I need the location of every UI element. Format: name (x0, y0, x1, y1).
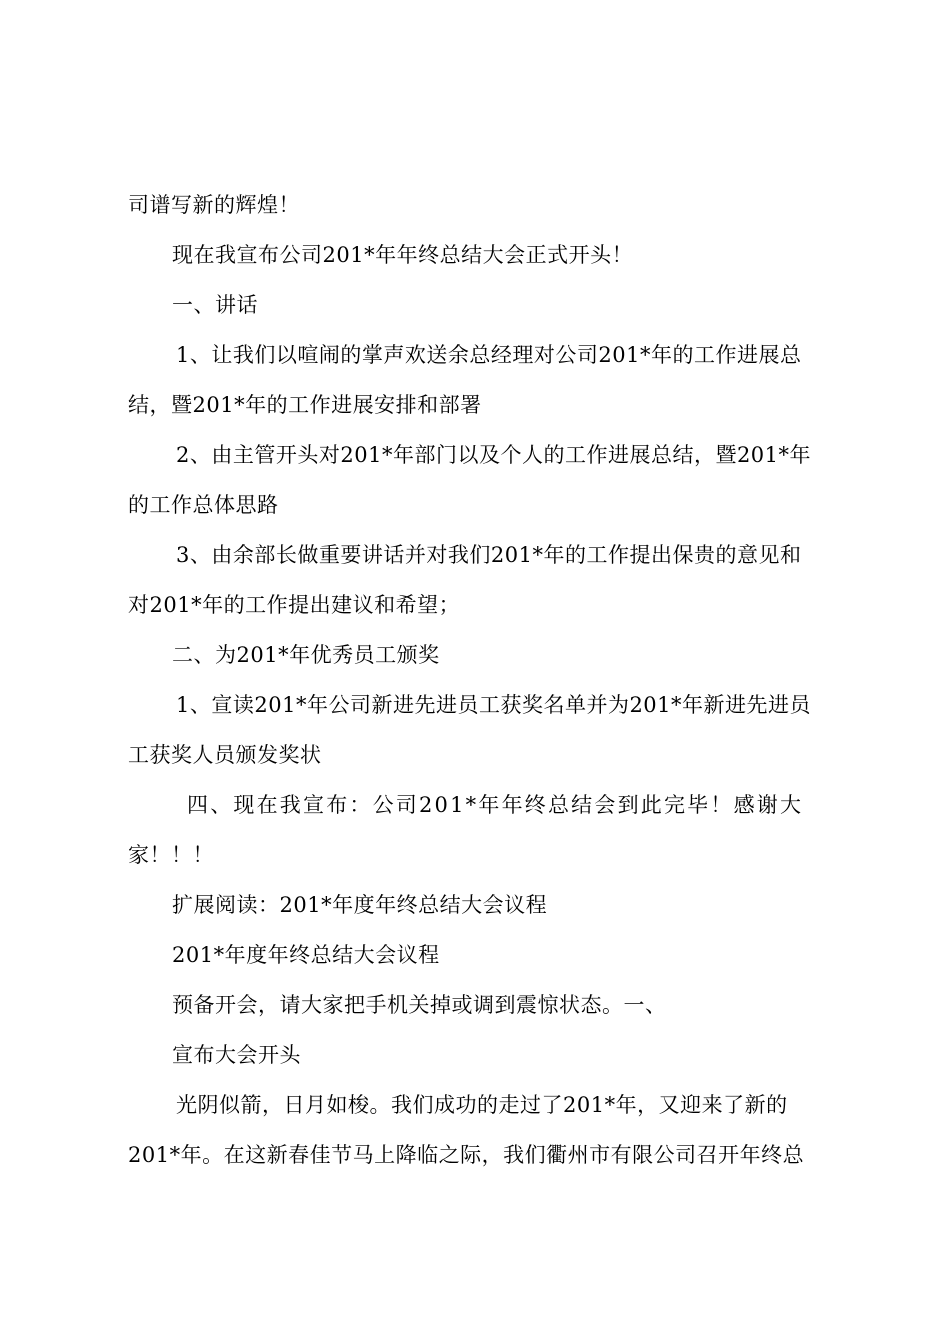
text-line: 现在我宣布公司201*年年终总结大会正式开头！ (172, 243, 634, 267)
text-line: 预备开会，请大家把手机关掉或调到震惊状态。一、 (172, 993, 667, 1017)
text-line: 1、让我们以喧闹的掌声欢送余总经理对公司201*年的工作进展总 (176, 343, 802, 367)
text-line: 一、讲话 (172, 293, 258, 317)
text-line: 201*年。在这新春佳节马上降临之际，我们衢州市有限公司召开年终总 (128, 1143, 805, 1167)
text-line: 工获奖人员颁发奖状 (128, 743, 322, 767)
text-line: 宣布大会开头 (172, 1043, 301, 1067)
text-line: 2、由主管开头对201*年部门以及个人的工作进展总结，暨201*年 (176, 443, 812, 467)
text-line: 家！！！ (128, 843, 214, 867)
text-line: 光阴似箭，日月如梭。我们成功的走过了201*年，又迎来了新的 (176, 1093, 788, 1117)
text-line: 3、由余部长做重要讲话并对我们201*年的工作提出保贵的意见和 (176, 543, 802, 567)
text-line: 二、为201*年优秀员工颁奖 (172, 643, 440, 667)
text-line: 对201*年的工作提出建议和希望； (128, 593, 461, 617)
text-line: 201*年度年终总结大会议程 (172, 943, 440, 967)
text-line: 结，暨201*年的工作进展安排和部署 (128, 393, 482, 417)
text-line: 四、现在我宣布：公司201*年年终总结会到此完毕！感谢大 (187, 793, 804, 817)
text-line: 的工作总体思路 (128, 493, 279, 517)
text-line: 司谱写新的辉煌！ (128, 193, 300, 217)
text-line: 扩展阅读：201*年度年终总结大会议程 (172, 893, 548, 917)
text-line: 1、宣读201*年公司新进先进员工获奖名单并为201*年新进先进员 (176, 693, 812, 717)
